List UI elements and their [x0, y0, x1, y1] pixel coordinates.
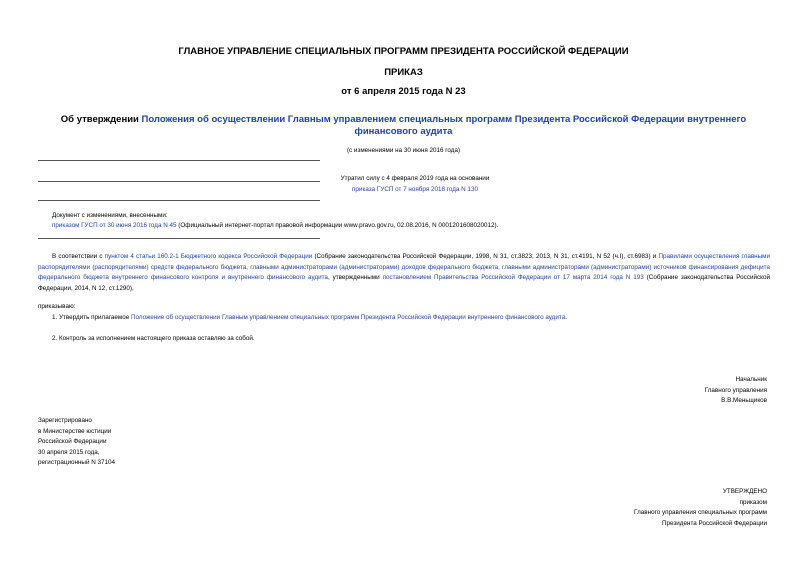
order-item-1: [52, 313, 772, 324]
registration-line: в Министерстве юстиции: [38, 427, 112, 435]
doc-date-number: от 6 апреля 2015 года N 23: [341, 86, 466, 97]
preamble-paragraph: [38, 252, 770, 294]
signature-title: Начальник: [735, 376, 767, 383]
divider-rule: [38, 160, 320, 161]
preamble-text: (Собрание законодательства Российской Федерации, 2014, N 12, ст.1290),: [38, 274, 770, 292]
registration-line: Зарегистрировано: [38, 417, 92, 424]
registration-block: [38, 416, 238, 469]
signature-name: В.В.Меньщиков: [721, 397, 767, 404]
order-word: приказываю:: [38, 303, 76, 310]
approved-line: Президента Российской Федерации: [662, 519, 767, 527]
changes-link[interactable]: приказом ГУСП от 30 июня 2016 года N 45: [52, 222, 177, 229]
signature-block: [560, 375, 767, 407]
registration-line: 30 апреля 2015 года,: [38, 448, 100, 456]
document-title: [40, 114, 767, 138]
item-prefix: 1. Утвердить прилагаемое: [52, 314, 131, 321]
rules-link[interactable]: Правилами осуществления главными распорядителями (распорядителями) средств федерального бюджета, главными администраторами (администраторами) доходов федерального бюджета, главными администраторами (администраторами) источников финансирования дефицита федерального бюджета внутреннего финансового контроля и внутреннего финансового аудита: [38, 253, 771, 281]
amendments-note: (с изменениями на 30 июня 2016 года): [346, 147, 461, 154]
changes-label: Документ с изменениями, внесенными:: [52, 212, 168, 219]
preamble-text: В соответствии с: [52, 253, 105, 260]
signature-dept: Главного управления: [704, 386, 767, 394]
preamble-text: (Собрание законодательства Российской Федерации, 1998, N 31, ст.3823; 2013, N 31, ст.4191, N 52 (ч.I), ст.6983) и: [312, 253, 659, 260]
registration-line: Российской Федерации: [38, 438, 107, 445]
changes-rest: (Официальный интернет-портал правовой информации www.pravo.gov.ru, 02.08.2016, N 0001201608020012).: [176, 222, 499, 229]
preamble-text: , утвержденными: [327, 274, 383, 281]
budget-code-link[interactable]: пунктом 4 статьи 160.2-1 Бюджетного кодекса Российской Федерации: [104, 253, 313, 260]
approved-block: [500, 487, 767, 529]
expired-line: Утратил силу с 4 февраля 2019 года на основании: [340, 175, 490, 182]
doc-type-heading: ПРИКАЗ: [384, 67, 423, 78]
item-suffix: .: [565, 314, 567, 321]
divider-rule: [38, 200, 320, 201]
changes-source: [52, 221, 772, 232]
divider-rule: [38, 238, 320, 239]
expired-note: [300, 174, 530, 195]
divider-rule: [38, 181, 320, 182]
approved-line: приказом: [739, 498, 767, 506]
agency-heading: ГЛАВНОЕ УПРАВЛЕНИЕ СПЕЦИАЛЬНЫХ ПРОГРАММ ПРЕЗИДЕНТА РОССИЙСКОЙ ФЕДЕРАЦИИ: [178, 46, 629, 57]
title-prefix: Об утверждении: [60, 114, 142, 125]
expired-link[interactable]: приказа ГУСП от 7 ноября 2018 года N 130: [352, 185, 478, 193]
government-decree-link[interactable]: постановлением Правительства Российской Федерации от 17 марта 2014 года N 193: [382, 274, 644, 281]
order-item-2: 2. Контроль за исполнением настоящего приказа оставляю за собой.: [52, 335, 255, 342]
approved-line: Главного управления специальных программ: [634, 509, 767, 516]
approved-line: УТВЕРЖДЕНО: [722, 488, 767, 495]
registration-line: регистрационный N 37104: [38, 459, 116, 466]
title-link[interactable]: Положения об осуществлении Главным управлением специальных программ Президента Российской Федерации внутреннего финансового аудита: [141, 114, 747, 137]
regulation-link[interactable]: Положение об осуществлении Главным управлением специальных программ Президента Российской Федерации внутреннего финансового аудита: [130, 314, 566, 321]
